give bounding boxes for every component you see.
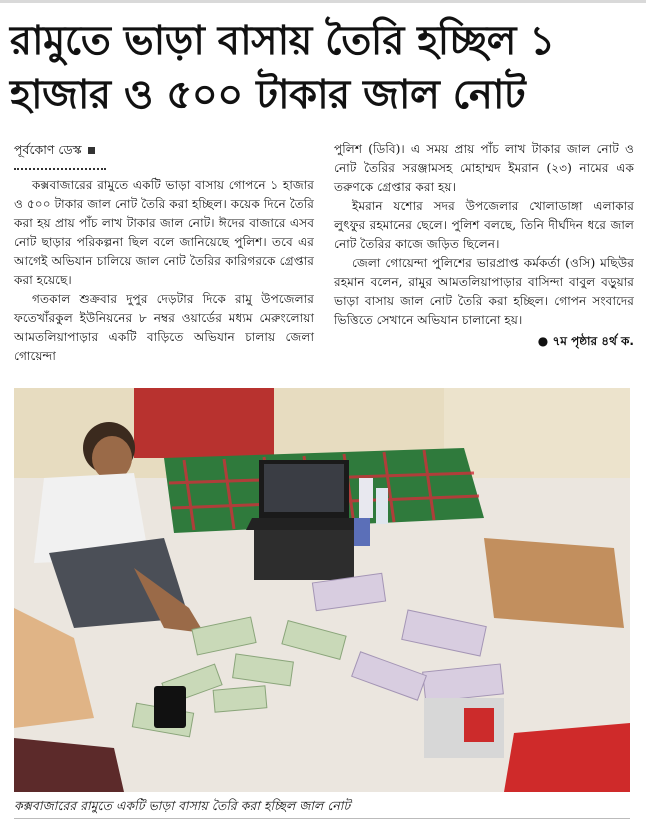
- continued-notice: [334, 332, 634, 351]
- paragraph: জেলা গোয়েন্দা পুলিশের ভারপ্রাপ্ত কর্মকর্তা (ওসি) মছিউর রহমান বলেন, রামুর আমতলিয়াপাড়ার বাসিন্দা বাবুল বড়ুয়ার ভাড়া বাসায় জাল নোট তৈরি করা হচ্ছিল। গোপন সংবাদের ভিত্তিতে সেখানে অভিযান চালানো হয়।: [334, 256, 634, 327]
- top-rule: [0, 0, 646, 3]
- headline: রামুতে ভাড়া বাসায় তৈরি হচ্ছিল ১ হাজার ও ৫০০ টাকার জাল নোট: [10, 18, 555, 118]
- bottom-rule: [14, 818, 630, 819]
- byline-text: পূর্বকোণ ডেস্ক: [14, 142, 82, 157]
- photo-caption: কক্সবাজারের রামুতে একটি ভাড়া বাসায় তৈরি করা হচ্ছিল জাল নোট: [14, 798, 351, 813]
- dotted-divider: [14, 160, 106, 170]
- article-column-left: [14, 140, 314, 366]
- paragraph: ইমরান যশোর সদর উপজেলার খোলাডাঙ্গা এলাকার লুৎফুর রহমানের ছেলে। পুলিশ বলছে, তিনি দীর্ঘদিন ধরে জাল নোট তৈরির কাজে জড়িত ছিলেন।: [334, 199, 634, 251]
- continued-text: ৭ম পৃষ্ঠার ৪র্থ ক.: [552, 334, 634, 348]
- article-column-right: [334, 140, 634, 351]
- square-bullet-icon: [88, 147, 95, 154]
- bullet-icon: ●: [537, 334, 549, 348]
- photo-illustration: [14, 388, 630, 792]
- news-photo: [14, 388, 630, 792]
- paragraph: গতকাল শুক্রবার দুপুর দেড়টার দিকে রামু উপজেলার ফতেখাঁরকুল ইউনিয়নের ৮ নম্বর ওয়ার্ডের মধ্যম মেরুংলোয়া আমতলিয়াপাড়ার একটি বাড়িতে অভিযান চালায় জেলা গোয়েন্দা: [14, 292, 314, 363]
- paragraph: কক্সবাজারের রামুতে একটি ভাড়া বাসায় গোপনে ১ হাজার ও ৫০০ টাকার জাল নোট তৈরি করা হচ্ছিল। কয়েক দিনে তৈরি করা হয় প্রায় পাঁচ লাখ টাকার জাল নোট। ঈদের বাজারে এসব নোট ছাড়ার পরিকল্পনা ছিল বলে জানিয়েছে পুলিশ। তবে এর আগেই অভিযান চালিয়ে জাল নোট তৈরির কারিগরকে গ্রেপ্তার করা হয়েছে।: [14, 178, 314, 287]
- paragraph: পুলিশ (ডিবি)। এ সময় প্রায় পাঁচ লাখ টাকার জাল নোট ও নোট তৈরির সরঞ্জামসহ মোহাম্মদ ইমরান (২৩) নামের এক তরুণকে গ্রেপ্তার করা হয়।: [334, 142, 634, 194]
- byline: [14, 140, 314, 160]
